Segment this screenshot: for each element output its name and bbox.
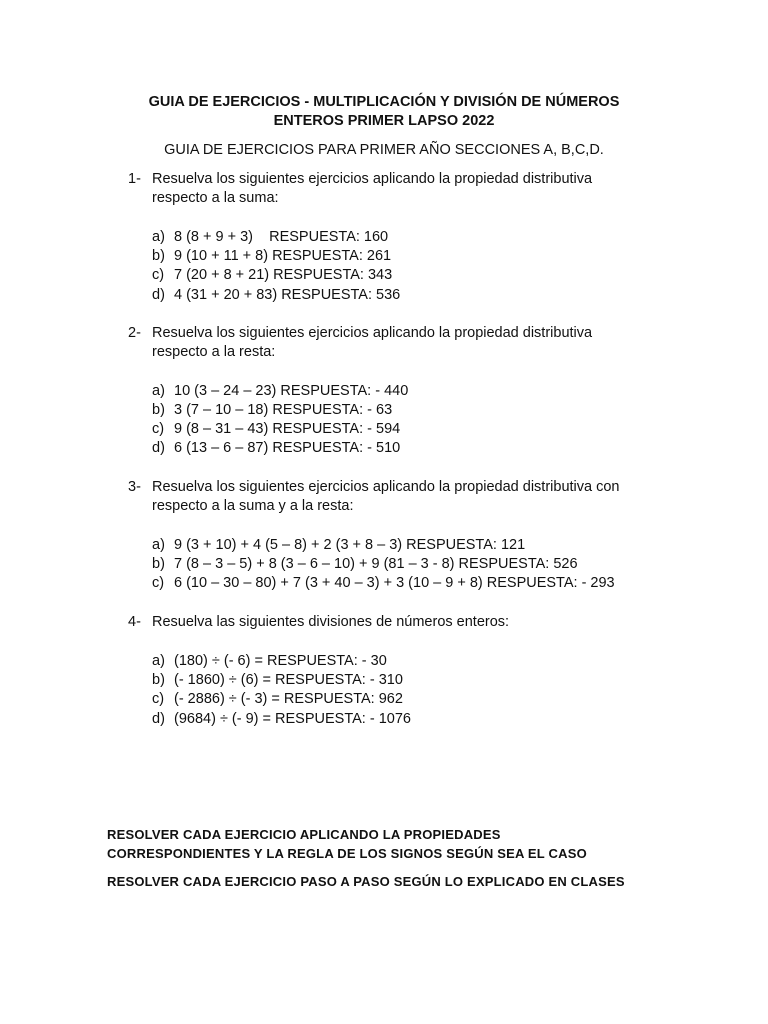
exercise-item: 3 (7 – 10 – 18) RESPUESTA: - 63 — [174, 402, 393, 418]
exercise-item: (180) ÷ (- 6) = RESPUESTA: - 30 — [174, 653, 387, 669]
item-letter: a) — [152, 383, 165, 399]
exercise-item: 9 (8 – 31 – 43) RESPUESTA: - 594 — [174, 421, 401, 437]
item-letter: d) — [152, 711, 165, 727]
section-number: 4- — [128, 614, 141, 630]
exercise-item: 7 (8 – 3 – 5) + 8 (3 – 6 – 10) + 9 (81 – 3 - 8) RESPUESTA: 526 — [174, 556, 578, 572]
exercise-item: 7 (20 + 8 + 21) RESPUESTA: 343 — [174, 267, 393, 283]
section-instruction: Resuelva los siguientes ejercicios aplicando la propiedad distributiva — [152, 171, 593, 187]
item-letter: b) — [152, 402, 165, 418]
item-letter: a) — [152, 229, 165, 245]
exercise-item: (- 2886) ÷ (- 3) = RESPUESTA: 962 — [174, 691, 403, 707]
item-letter: c) — [152, 421, 165, 437]
item-letter: b) — [152, 672, 165, 688]
item-letter: c) — [152, 267, 165, 283]
item-letter: d) — [152, 440, 165, 456]
exercise-item: 10 (3 – 24 – 23) RESPUESTA: - 440 — [174, 383, 409, 399]
item-letter: b) — [152, 248, 165, 264]
section-instruction: respecto a la resta: — [152, 344, 276, 360]
item-letter: d) — [152, 287, 165, 303]
footer-instruction: CORRESPONDIENTES Y LA REGLA DE LOS SIGNOS SEGÚN SEA EL CASO — [107, 846, 587, 861]
section-instruction: Resuelva los siguientes ejercicios aplicando la propiedad distributiva con — [152, 479, 620, 495]
exercise-item: 6 (10 – 30 – 80) + 7 (3 + 40 – 3) + 3 (10 – 9 + 8) RESPUESTA: - 293 — [174, 575, 615, 591]
exercise-item: 9 (10 + 11 + 8) RESPUESTA: 261 — [174, 248, 392, 264]
item-letter: a) — [152, 537, 165, 553]
item-letter: a) — [152, 653, 165, 669]
section-instruction: respecto a la suma: — [152, 190, 279, 206]
section-number: 3- — [128, 479, 141, 495]
title-line-2: ENTEROS PRIMER LAPSO 2022 — [273, 113, 495, 129]
subtitle: GUIA DE EJERCICIOS PARA PRIMER AÑO SECCIONES A, B,C,D. — [164, 142, 604, 158]
section-instruction: Resuelva los siguientes ejercicios aplicando la propiedad distributiva — [152, 325, 593, 341]
exercise-item: 8 (8 + 9 + 3) RESPUESTA: 160 — [174, 229, 389, 245]
exercise-item: (9684) ÷ (- 9) = RESPUESTA: - 1076 — [174, 711, 411, 727]
section-number: 2- — [128, 325, 141, 341]
exercise-item: 9 (3 + 10) + 4 (5 – 8) + 2 (3 + 8 – 3) RESPUESTA: 121 — [174, 537, 526, 553]
footer-instruction: RESOLVER CADA EJERCICIO APLICANDO LA PROPIEDADES — [107, 827, 501, 842]
section-instruction: Resuelva las siguientes divisiones de números enteros: — [152, 614, 510, 630]
exercise-item: (- 1860) ÷ (6) = RESPUESTA: - 310 — [174, 672, 403, 688]
item-letter: c) — [152, 691, 165, 707]
section-instruction: respecto a la suma y a la resta: — [152, 498, 354, 514]
item-letter: c) — [152, 575, 165, 591]
exercise-item: 6 (13 – 6 – 87) RESPUESTA: - 510 — [174, 440, 401, 456]
exercise-item: 4 (31 + 20 + 83) RESPUESTA: 536 — [174, 287, 401, 303]
item-letter: b) — [152, 556, 165, 572]
footer-instruction: RESOLVER CADA EJERCICIO PASO A PASO SEGÚN LO EXPLICADO EN CLASES — [107, 874, 625, 889]
title-line-1: GUIA DE EJERCICIOS - MULTIPLICACIÓN Y DIVISIÓN DE NÚMEROS — [148, 94, 620, 110]
section-number: 1- — [128, 171, 141, 187]
